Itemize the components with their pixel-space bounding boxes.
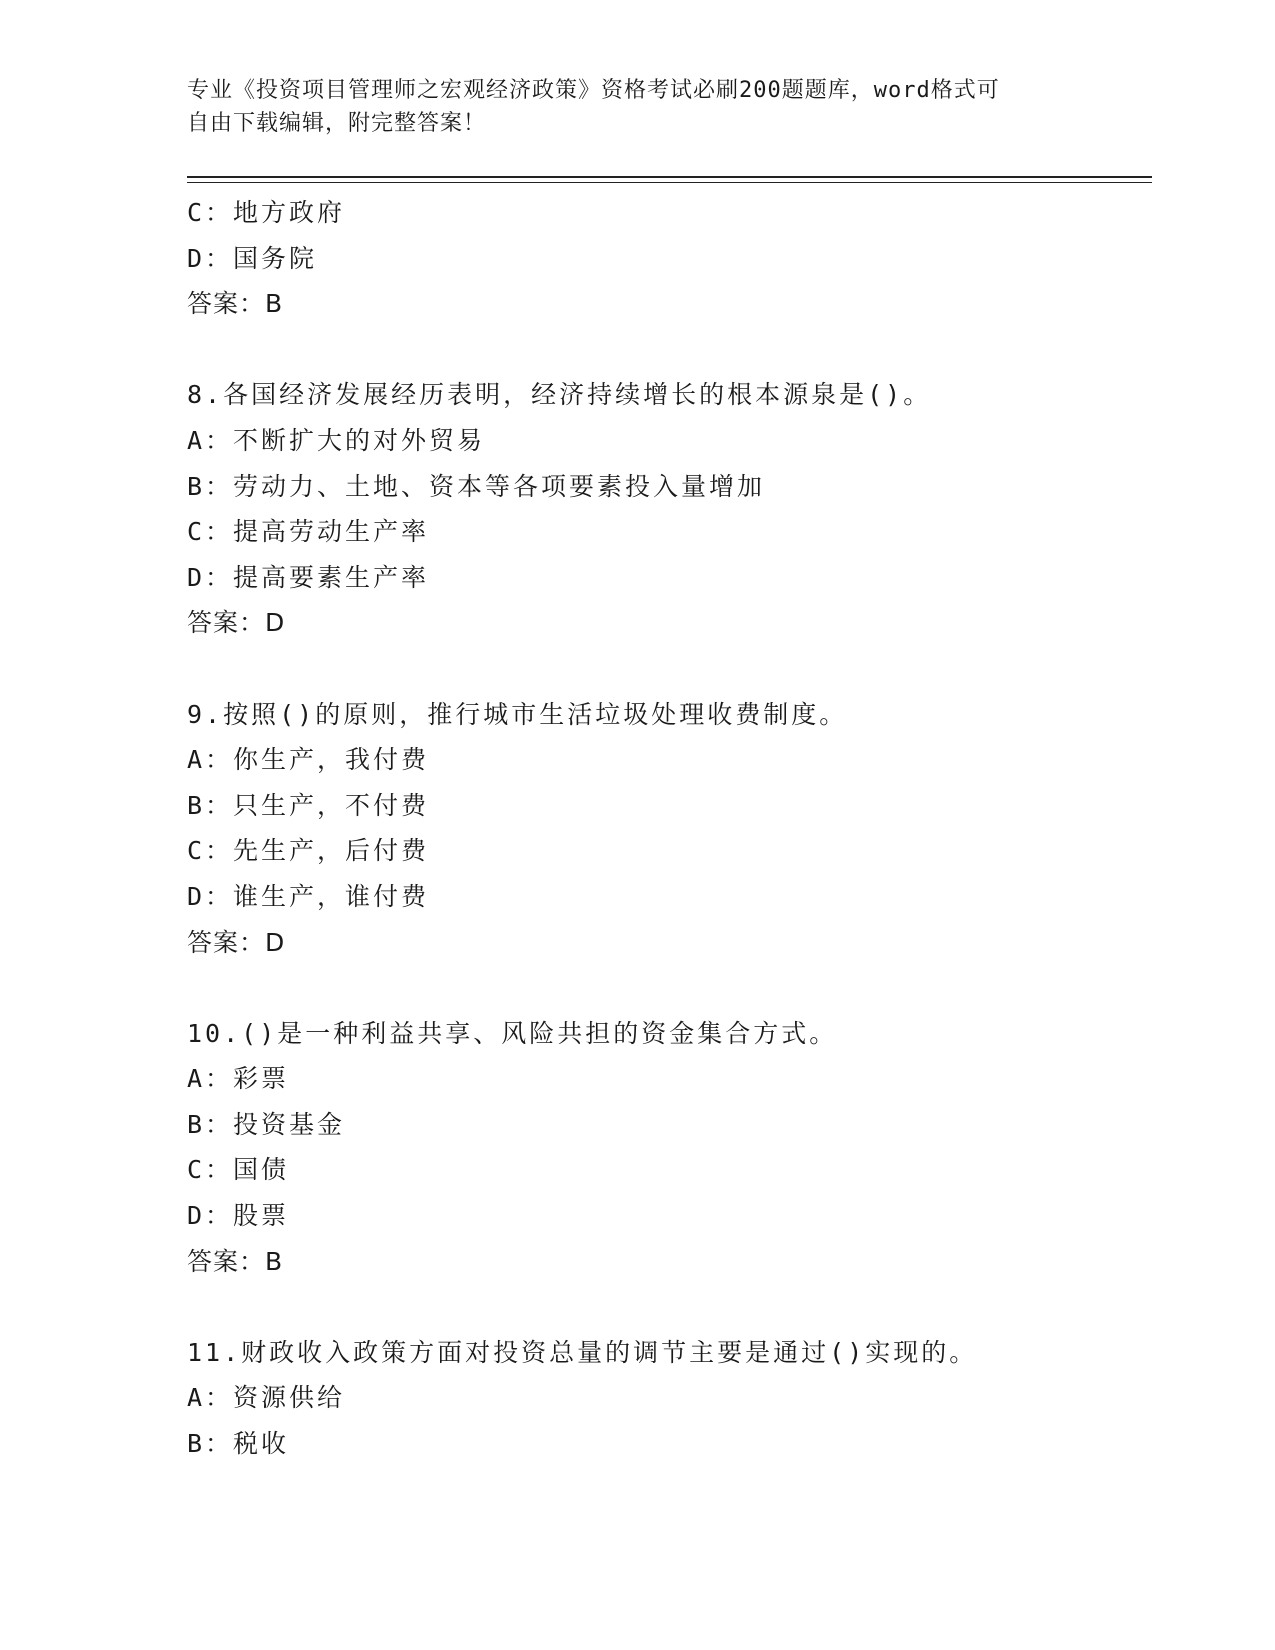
header-line-2: 自由下载编辑，附完整答案！ bbox=[187, 111, 487, 136]
option-b: B：投资基金 bbox=[187, 1109, 346, 1139]
option-d: D：提高要素生产率 bbox=[187, 562, 430, 592]
header-divider-thin bbox=[187, 182, 1152, 183]
option-a: A：你生产，我付费 bbox=[187, 745, 430, 775]
option-c: C：国债 bbox=[187, 1155, 290, 1185]
question-8 bbox=[187, 372, 1147, 646]
header-line-1: 专业《投资项目管理师之宏观经济政策》资格考试必刷200题题库，word格式可 bbox=[187, 78, 1000, 103]
question-7-continued bbox=[187, 190, 1147, 327]
question-11 bbox=[187, 1330, 1147, 1467]
question-stem: 11.财政收入政策方面对投资总量的调节主要是通过()实现的。 bbox=[187, 1337, 978, 1367]
question-10 bbox=[187, 1011, 1147, 1285]
document-header bbox=[187, 74, 1067, 140]
option-b: B：劳动力、土地、资本等各项要素投入量增加 bbox=[187, 471, 766, 501]
option-a: A：资源供给 bbox=[187, 1383, 346, 1413]
answer: 答案：B bbox=[187, 1246, 284, 1276]
header-divider bbox=[187, 176, 1152, 178]
question-list bbox=[187, 190, 1147, 1467]
option-d: D：国务院 bbox=[187, 243, 318, 273]
question-stem: 9.按照()的原则，推行城市生活垃圾处理收费制度。 bbox=[187, 699, 848, 729]
question-stem: 10.()是一种利益共享、风险共担的资金集合方式。 bbox=[187, 1018, 838, 1048]
option-a: A：不断扩大的对外贸易 bbox=[187, 425, 486, 455]
answer: 答案：D bbox=[187, 927, 286, 957]
answer: 答案：B bbox=[187, 289, 284, 319]
question-9 bbox=[187, 692, 1147, 966]
option-d: D：股票 bbox=[187, 1201, 290, 1231]
option-c: C：先生产，后付费 bbox=[187, 836, 430, 866]
answer: 答案：D bbox=[187, 608, 286, 638]
option-a: A：彩票 bbox=[187, 1064, 290, 1094]
option-b: B：税收 bbox=[187, 1429, 290, 1459]
option-d: D：谁生产，谁付费 bbox=[187, 881, 430, 911]
question-stem: 8.各国经济发展经历表明，经济持续增长的根本源泉是()。 bbox=[187, 380, 932, 410]
option-c: C：提高劳动生产率 bbox=[187, 517, 430, 547]
option-b: B：只生产，不付费 bbox=[187, 790, 430, 820]
option-c: C：地方政府 bbox=[187, 198, 346, 227]
